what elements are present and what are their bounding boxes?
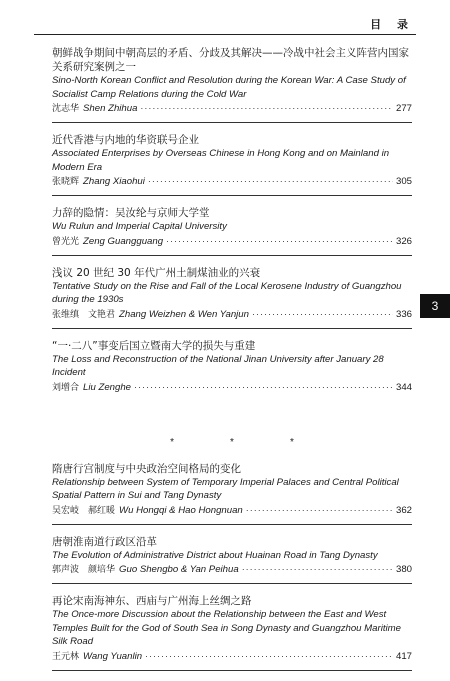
entry-title-en: Tentative Study on the Rise and Fall of the Local Kerosene Industry of Guangzhou during the 1930s	[52, 280, 402, 305]
entry-title-en: Relationship between System of Temporary Imperial Palaces and Central Political Spatial Pattern in Sui and Tang Dynasty	[52, 476, 399, 501]
author-en: Guo Shengbo & Yan Peihua	[119, 564, 239, 575]
entry-author-line	[52, 562, 412, 577]
author-cn: 吴宏岐 郝红暖	[52, 505, 116, 516]
page-section-tab: 3	[420, 294, 450, 318]
dot-leader	[134, 380, 393, 394]
page-number: 326	[395, 235, 412, 247]
dot-leader	[246, 503, 393, 517]
entry-title-en: Associated Enterprises by Overseas Chinese in Hong Kong and on Mainland in Modern Era	[52, 148, 390, 173]
entry-divider	[52, 524, 412, 525]
separator-star: *	[170, 436, 175, 448]
entry-divider	[52, 328, 412, 329]
dot-leader	[148, 174, 393, 188]
author-cn: 张维缜 文艳君	[52, 309, 116, 320]
entry-title-en: The Loss and Reconstruction of the National Jinan University after January 28 Incident	[52, 353, 384, 378]
toc-entry[interactable]	[52, 266, 412, 322]
entry-divider	[52, 583, 412, 584]
author-en: Wu Hongqi & Hao Hongnuan	[119, 504, 243, 516]
entry-title-cn: 隋唐行宫制度与中央政治空间格局的变化	[52, 462, 241, 475]
toc-entry[interactable]	[52, 339, 412, 395]
toc-entry[interactable]	[52, 535, 412, 578]
dot-leader	[252, 307, 393, 321]
section-separator	[52, 437, 412, 448]
author-cn: 曾光光	[52, 236, 80, 247]
entry-title-en: The Once-more Discussion about the Relationship between the East and West Temples Built for the God of South Sea in Song Dynasty and Guangzhou Maritime Silk Road	[52, 609, 401, 647]
page-number: 305	[395, 176, 412, 187]
entry-author-line	[52, 234, 412, 249]
entry-title-cn: 力辞的隐情：吴汝纶与京师大学堂	[52, 207, 210, 219]
author-en: Zhang Xiaohui	[83, 176, 145, 187]
entry-title-en: Wu Rulun and Imperial Capital University	[52, 221, 227, 232]
author-en: Shen Zhihua	[83, 103, 138, 114]
author-en: Wang Yuanlin	[83, 650, 143, 662]
header-rule	[34, 34, 416, 35]
entry-title-en: Sino-North Korean Conflict and Resolution during the Korean War: A Case Study of Socialist Camp Relations during the Cold War	[52, 75, 406, 100]
author-cn: 刘增合	[52, 382, 80, 393]
entry-title-cn: 再论宋南海神东、西庙与广州海上丝绸之路	[52, 595, 252, 607]
author-cn: 王元林	[52, 651, 80, 662]
toc-entry[interactable]	[52, 46, 412, 116]
dot-leader	[242, 562, 393, 576]
author-en: Zhang Weizhen & Wen Yanjun	[119, 308, 249, 320]
author-en: Zeng Guangguang	[83, 235, 164, 247]
entry-author-line	[52, 174, 412, 189]
author-cn: 张晓辉	[52, 177, 80, 187]
entry-divider	[52, 670, 412, 671]
page-number: 417	[395, 650, 412, 662]
separator-star: *	[230, 436, 234, 448]
entry-title-cn: 浅议 20 世纪 30 年代广州土制煤油业的兴衰	[52, 266, 261, 279]
dot-leader	[140, 101, 393, 115]
entry-author-line	[52, 380, 412, 395]
page-number: 336	[395, 308, 412, 320]
page-number: 362	[395, 504, 412, 516]
page-number: 344	[395, 381, 412, 393]
toc-entry[interactable]	[52, 462, 412, 518]
toc-entry[interactable]	[52, 594, 412, 664]
separator-star: *	[289, 436, 294, 448]
entry-author-line	[52, 101, 412, 116]
entry-title-cn: 唐朝淮南道行政区沿革	[52, 535, 157, 548]
entry-author-line	[52, 503, 412, 518]
entry-title-cn: “一·二八”事变后国立暨南大学的损失与重建	[52, 339, 256, 352]
entry-title-cn: 朝鲜战争期间中朝高层的矛盾、分歧及其解决——冷战中社会主义阵营内国家关系研究案例之一	[52, 47, 409, 73]
entry-divider	[52, 122, 412, 123]
author-cn: 郭声波 颜培华	[52, 565, 116, 575]
entry-divider	[52, 255, 412, 256]
entry-author-line	[52, 649, 412, 664]
entry-title-cn: 近代香港与内地的华资联号企业	[52, 134, 199, 146]
toc-entry[interactable]	[52, 133, 412, 189]
page-number: 277	[395, 103, 412, 114]
dot-leader	[166, 234, 393, 248]
table-of-contents	[52, 46, 412, 681]
author-en: Liu Zenghe	[83, 381, 132, 393]
header-title: 目 录	[370, 18, 414, 31]
page-number: 380	[395, 564, 412, 575]
author-cn: 沈志华	[52, 104, 80, 114]
toc-entry[interactable]	[52, 206, 412, 249]
entry-title-en: The Evolution of Administrative District about Huainan Road in Tang Dynasty	[52, 549, 378, 561]
entry-author-line	[52, 307, 412, 322]
entry-divider	[52, 195, 412, 196]
